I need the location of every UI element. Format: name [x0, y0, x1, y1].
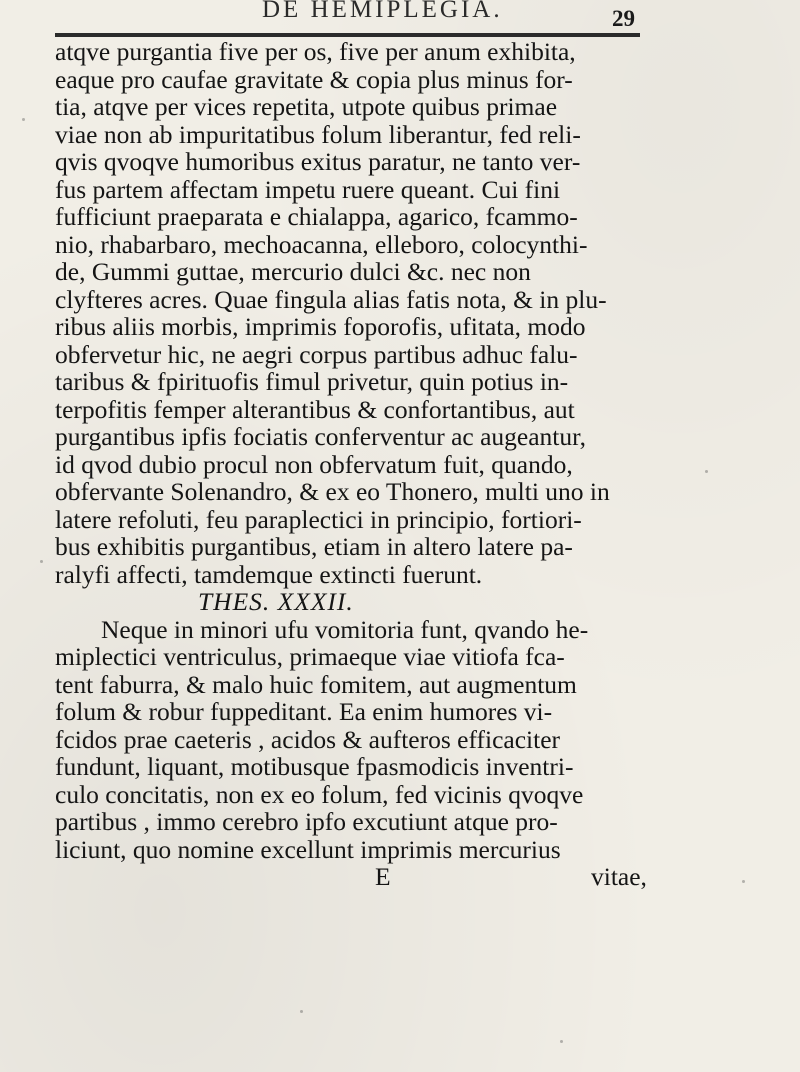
text-line: fus partem affectam impetu ruere queant. Cui fini — [55, 174, 561, 204]
signature-mark: E — [375, 862, 391, 891]
text-line: de, Gummi guttae, mercurio dulci &c. nec non — [55, 257, 531, 286]
thesis-heading: THES. XXXII. — [198, 587, 354, 616]
text-line: ralyfi affecti, tamdemque extincti fuerunt. — [55, 559, 483, 589]
text-line: qvis qvoqve humoribus exitus paratur, ne tanto ver- — [55, 147, 581, 176]
running-title: DE HEMIPLEGIA. — [262, 0, 503, 23]
paper-speck — [300, 1010, 303, 1013]
text-line: taribus & fpirituofis fimul privetur, quin potius in- — [55, 367, 569, 396]
text-line: id qvod dubio procul non obfervatum fuit, quando, — [55, 449, 573, 479]
running-head — [0, 0, 800, 31]
text-line: partibus , immo cerebro ipfo excutiunt atque pro- — [55, 807, 558, 836]
text-line: clyfteres acres. Quae fingula alias fatis nota, & in plu- — [55, 284, 607, 314]
body-text — [55, 38, 675, 891]
text-line: fcidos prae caeteris , acidos & aufteros efficaciter — [55, 724, 561, 754]
text-line: liciunt, quo nomine excellunt imprimis mercurius — [55, 834, 561, 864]
text-line: bus exhibitis purgantibus, etiam in altero latere pa- — [55, 532, 573, 561]
text-line: terpofitis femper alterantibus & confortantibus, aut — [55, 394, 575, 424]
text-line: purgantibus ipfis fociatis conferventur ac augeantur, — [55, 422, 586, 451]
paper-speck — [705, 470, 708, 473]
paper-speck — [560, 1040, 563, 1043]
text-line: tent faburra, & malo huic fomitem, aut augmentum — [55, 669, 577, 699]
paper-speck — [40, 560, 43, 563]
text-line: obfervante Solenandro, & ex eo Thonero, multi uno in — [55, 477, 610, 506]
text-line: ribus aliis morbis, imprimis foporofis, ufitata, modo — [55, 312, 586, 341]
paper-speck — [22, 118, 25, 121]
text-line: eaque pro caufae gravitate & copia plus minus for- — [55, 64, 573, 94]
page-number: 29 — [612, 6, 635, 31]
catchword: vitae, — [591, 862, 647, 891]
text-line: nio, rhabarbaro, mechoacanna, elleboro, colocynthi- — [55, 229, 588, 259]
text-line: obfervetur hic, ne aegri corpus partibus adhuc falu- — [55, 339, 578, 369]
text-line: fufficiunt praeparata e chialappa, agarico, fcammo- — [55, 202, 578, 231]
text-line: miplectici ventriculus, primaeque viae vitiofa fca- — [55, 642, 565, 671]
text-line: latere refoluti, feu paraplectici in principio, fortiori- — [55, 504, 582, 534]
text-line: culo concitatis, non ex eo folum, fed vicinis qvoqve — [55, 779, 584, 809]
paper-speck — [742, 880, 745, 883]
text-line: fundunt, liquant, motibusque fpasmodicis inventri- — [55, 752, 574, 781]
text-line: Neque in minori ufu vomitoria funt, qvando he- — [101, 614, 589, 644]
text-line: tia, atqve per vices repetita, utpote quibus primae — [55, 92, 558, 121]
text-line: folum & robur fuppeditant. Ea enim humores vi- — [55, 697, 553, 726]
text-line: viae non ab impuritatibus folum liberantur, fed reli- — [55, 119, 581, 149]
page-footer — [55, 863, 675, 891]
text-line: atqve purgantia five per os, five per anum exhibita, — [55, 37, 576, 66]
